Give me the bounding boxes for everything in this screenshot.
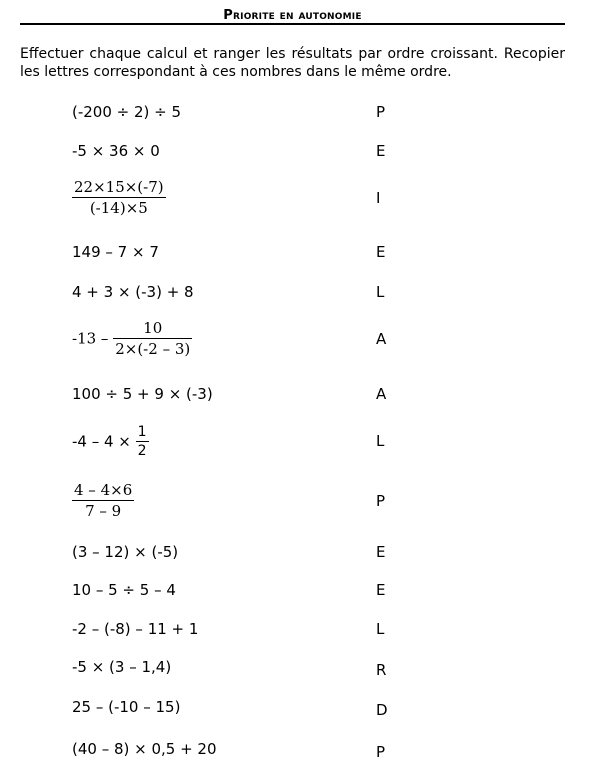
answer-letter: E [376,543,386,561]
answer-letter: D [376,701,388,719]
answer-letter: P [376,492,386,510]
fraction-numerator: 1 [137,424,147,440]
fraction-numerator: 22×15×(-7) [74,178,164,196]
expression [72,178,166,217]
answer-letter: R [376,661,387,679]
expression: -5 × 36 × 0 [72,142,160,160]
answer-letter: A [376,385,387,403]
expression: 25 – (-10 – 15) [72,698,181,716]
title-underline [20,23,565,25]
expression: (40 – 8) × 0,5 + 20 [72,740,217,758]
expression [72,481,134,520]
answer-letter: L [376,432,385,450]
fraction [136,424,149,459]
answer-letter: E [376,581,386,599]
fraction [72,481,134,520]
expression: -5 × (3 – 1,4) [72,658,172,676]
expression [72,424,149,459]
expression-prefix: -4 – 4 × [72,432,131,451]
fraction [72,178,166,217]
fraction-denominator: 2×(-2 – 3) [115,340,191,358]
answer-letter: L [376,620,385,638]
expression: 10 – 5 ÷ 5 – 4 [72,581,176,599]
page-title: Priorite en autonomie [223,8,362,23]
answer-letter: P [376,103,386,121]
answer-letter: A [376,330,387,348]
expression: -2 – (-8) – 11 + 1 [72,620,199,638]
expression: (3 – 12) × (-5) [72,543,179,561]
answer-letter: E [376,243,386,261]
expression [72,319,192,358]
fraction-denominator: (-14)×5 [89,199,148,217]
expression: (-200 ÷ 2) ÷ 5 [72,103,182,121]
answer-letter: L [376,283,385,301]
fraction-denominator: 2 [137,443,147,459]
expression: 100 ÷ 5 + 9 × (-3) [72,385,213,403]
answer-letter: E [376,142,386,160]
answer-letter: P [376,743,386,761]
fraction-numerator: 4 – 4×6 [74,481,133,499]
instructions: Effectuer chaque calcul et ranger les résultats par ordre croissant. Recopier les lettres correspondant à ces nombres dans le même ordre. [20,46,565,80]
fraction-numerator: 10 [113,319,192,339]
expression: 149 – 7 × 7 [72,243,159,261]
answer-letter: I [376,189,381,207]
expression-prefix: -13 – [72,329,109,348]
fraction [113,319,192,358]
fraction-denominator: 7 – 9 [85,502,122,520]
expression: 4 + 3 × (-3) + 8 [72,283,194,301]
